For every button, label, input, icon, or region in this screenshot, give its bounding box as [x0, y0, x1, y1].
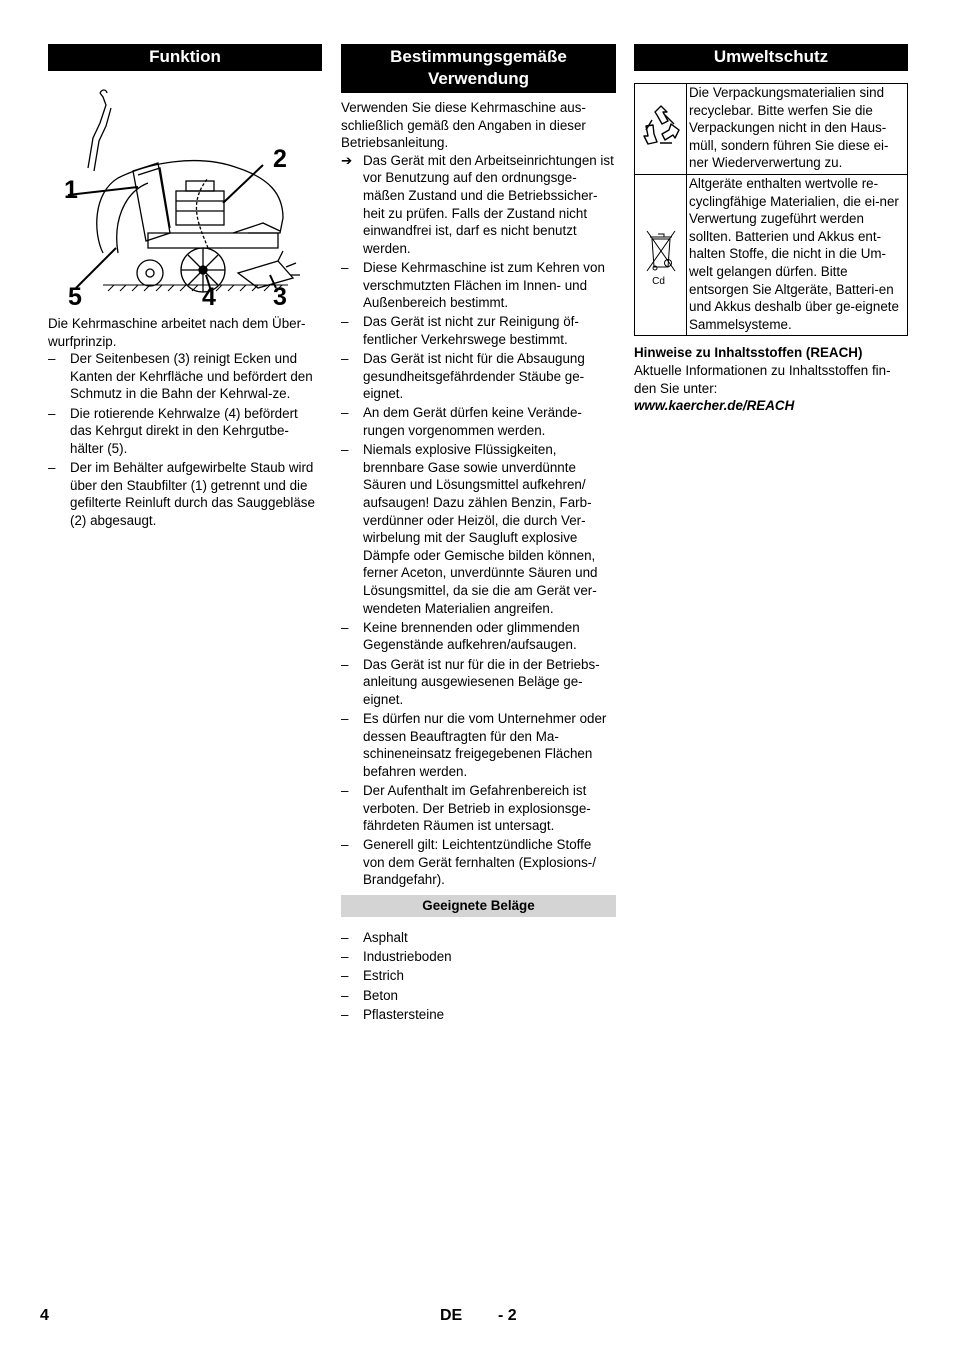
table-row [635, 84, 908, 175]
surfaces-heading: Geeignete Beläge [341, 895, 616, 917]
section-umwelt [634, 44, 908, 415]
language-code: DE [440, 1307, 463, 1324]
reach-text: Aktuelle Informationen zu Inhaltsstoffen fin-den Sie unter: [634, 362, 891, 396]
list-item: – Industrieboden [341, 949, 452, 965]
list-item: – Niemals explosive Flüssigkeiten, brennbare Gase sowie unverdünnte Säuren und Lösungsmittel aufkehren/ aufsaugen! Dazu zählen Benzin, Farb-verdünner oder Heizöl, die durch Ver-wirbelung mit der Saugluft explosive Dämpfe oder Gemische bilden können, ferner Aceton, unverdünnte Säuren und Lösungsmittel, da sie die am Gerät ver-wendeten Materialien angreifen. [341, 442, 598, 616]
callout-3: 3 [273, 283, 287, 311]
section-heading: Funktion [48, 44, 322, 71]
list-item: – Keine brennenden oder glimmenden Gegenstände aufkehren/aufsaugen. [341, 619, 580, 653]
arrow-item: ➔ Das Gerät mit den Arbeitseinrichtungen ist vor Benutzung auf den ordnungsge-mäßen Zustand und die Betriebssicher-heit zu prüfen. Falls der Zustand nicht einwandfrei ist, darf es nicht benutzt werden. [341, 152, 614, 256]
list-item: – Der im Behälter aufgewirbelte Staub wird über den Staubfilter (1) getrennt und die gefilterte Reinluft durch das Sauggebläse (2) abgesaugt. [48, 459, 315, 528]
funktion-list [48, 350, 322, 529]
list-item: – Der Seitenbesen (3) reinigt Ecken und Kanten der Kehrfläche und befördert den Schmutz in die Bahn der Kehrwal-ze. [48, 351, 313, 402]
crossed-bin-icon [635, 174, 687, 335]
list-item: – Diese Kehrmaschine ist zum Kehren von verschmutzten Flächen im Innen- und Außenbereich bestimmt. [341, 259, 605, 311]
section-bestimmung [341, 44, 616, 1025]
section-heading: Umweltschutz [634, 44, 908, 71]
sub-page-number: - 2 [498, 1307, 517, 1324]
callout-2: 2 [273, 145, 287, 173]
environment-table [634, 83, 908, 336]
list-item: – Generell gilt: Leichtentzündliche Stoffe von dem Gerät fernhalten (Explosions-/ Brandgefahr). [341, 837, 596, 888]
list-item: – Der Aufenthalt im Gefahrenbereich ist verboten. Der Betrieb in explosionsge-fährdeten Räumen ist untersagt. [341, 782, 591, 834]
arrow-icon: ➔ [341, 152, 353, 168]
list-item: – Asphalt [341, 930, 408, 946]
callout-5: 5 [68, 283, 82, 311]
callout-1: 1 [64, 176, 78, 204]
page-number: 4 [40, 1307, 49, 1324]
table-row [635, 174, 908, 335]
environment-text: Altgeräte enthalten wertvolle re-cyclingfähige Materialien, die ei-ner Verwertung zugeführt werden sollten. Batterien und Akkus ent-halten Stoffe, die nicht in die Um-welt gelangen dürfen. Bitte entsorgen Sie Altgeräte, Batteri-en und Akkus deshalb über ge-eignete Sammelsysteme. [687, 174, 908, 335]
callout-4: 4 [202, 283, 216, 311]
list-item: – Das Gerät ist nur für die in der Betriebs-anleitung ausgewiesenen Beläge ge-eignet. [341, 656, 600, 707]
list-item: – An dem Gerät dürfen keine Verände-rungen vorgenommen werden. [341, 405, 582, 439]
reach-title: Hinweise zu Inhaltsstoffen (REACH) [634, 345, 863, 361]
surfaces-list [341, 929, 616, 1023]
sweeper-illustration [48, 83, 322, 298]
list-item: – Pflastersteine [341, 1006, 445, 1022]
list-item: – Die rotierende Kehrwalze (4) befördert das Kehrgut direkt in den Kehrgutbe-hälter (5). [48, 405, 298, 456]
list-item: – Das Gerät ist nicht für die Absaugung gesundheitsgefährdender Stäube ge-eignet. [341, 351, 585, 402]
sweeper-diagram [48, 83, 322, 311]
environment-text: Die Verpackungsmaterialien sind recyclebar. Bitte werfen Sie die Verpackungen nicht in den Haus-müll, sondern führen Sie diese ei-ner Wiederverwertung zu. [687, 84, 908, 175]
list-item: – Das Gerät ist nicht zur Reinigung öf-fentlicher Verkehrswege bestimmt. [341, 314, 579, 347]
list-item: – Estrich [341, 968, 404, 984]
funktion-intro: Die Kehrmaschine arbeitet nach dem Über-wurfprinzip. [48, 316, 306, 349]
list-item: – Beton [341, 987, 398, 1003]
section-heading: Bestimmungsgemäße Verwendung [341, 44, 616, 93]
recycling-icon [635, 84, 687, 175]
list-item: – Es dürfen nur die vom Unternehmer oder dessen Beauftragten für den Ma-schineneinsatz freigegebenen Flächen befahren werden. [341, 710, 607, 779]
bestimmung-list [341, 152, 616, 889]
bestimmung-intro: Verwenden Sie diese Kehrmaschine aus-schließlich gemäß den Angaben in dieser Betriebsanleitung. [341, 100, 586, 151]
section-funktion [48, 44, 322, 531]
cd-label: Cd [652, 276, 665, 288]
reach-link[interactable]: www.kaercher.de/REACH [634, 398, 795, 414]
